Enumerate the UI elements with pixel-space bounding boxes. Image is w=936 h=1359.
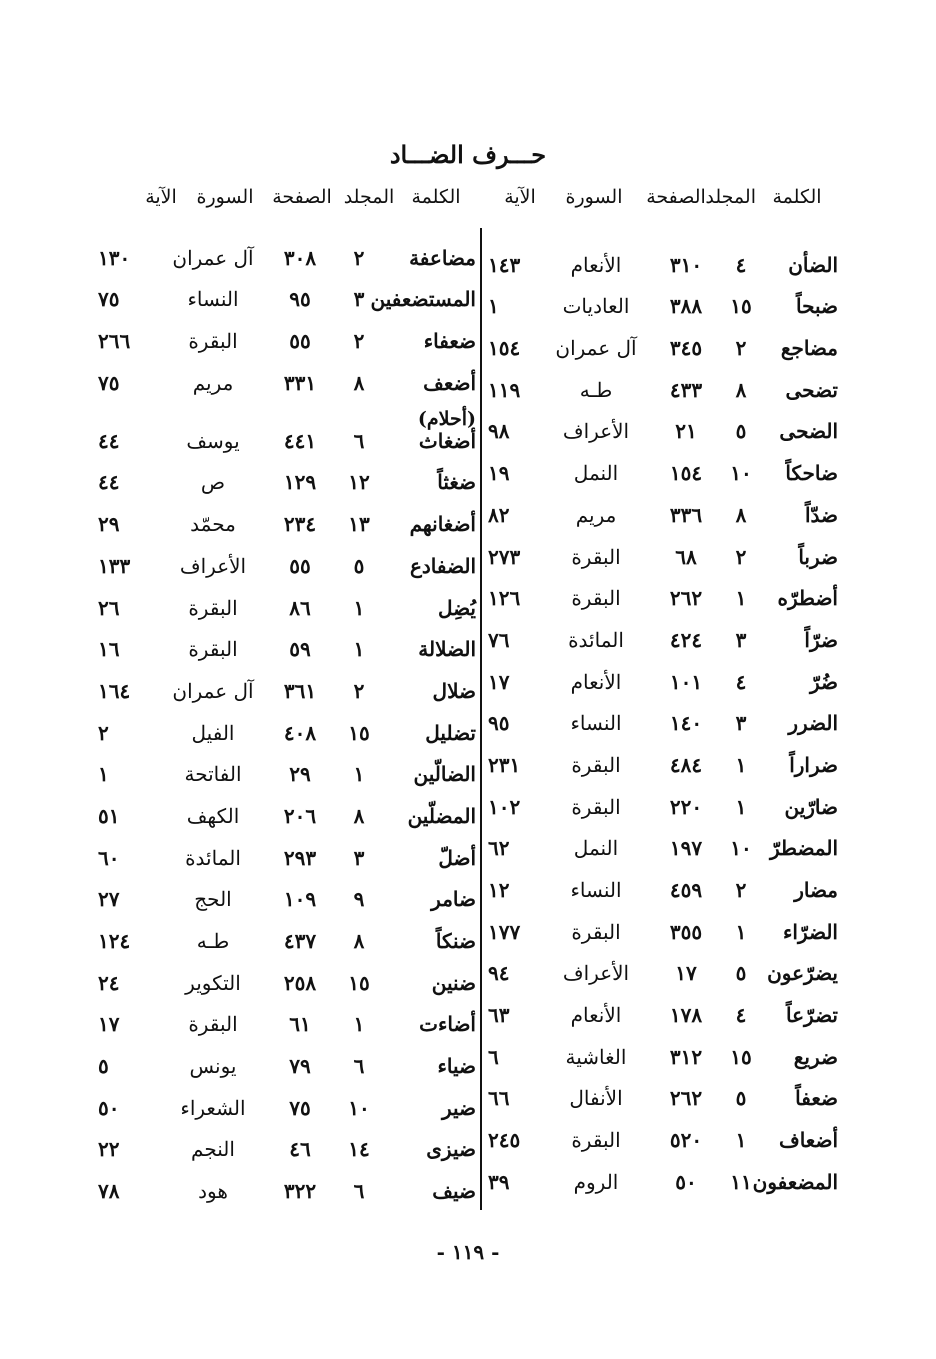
cell-page: ٢٦٢ <box>669 586 703 611</box>
cell-surah: النساء <box>187 287 239 312</box>
cell-vol: ١ <box>353 637 365 662</box>
cell-surah: محمّد <box>190 512 236 537</box>
cell-page: ٢٢٠ <box>669 794 703 819</box>
cell-word: المضطرّ <box>770 836 838 861</box>
cell-page: ١٧٨ <box>669 1003 703 1028</box>
cell-word: ضياء <box>437 1054 476 1079</box>
cell-vol: ٣ <box>735 711 747 736</box>
cell-surah: مريم <box>192 370 234 395</box>
cell-ayah: ٢٤ <box>98 970 120 995</box>
cell-vol: ٨ <box>353 370 365 395</box>
cell-ayah: ١٧ <box>98 1012 120 1037</box>
cell-page: ٧٥ <box>289 1095 311 1120</box>
cell-ayah: ٩٨ <box>488 419 510 444</box>
cell-word: مضاعفة <box>409 245 476 270</box>
cell-ayah: ٩٥ <box>488 711 510 736</box>
header-surah: السورة <box>565 186 623 208</box>
cell-ayah: ١٣٠ <box>98 245 131 270</box>
cell-ayah: ١٧ <box>488 669 510 694</box>
cell-surah: البقرة <box>571 794 621 819</box>
cell-word: أضلّ <box>438 845 476 870</box>
cell-vol: ٤ <box>735 669 747 694</box>
header-page: الصفحة <box>646 186 706 208</box>
cell-ayah: ٥١ <box>98 803 120 828</box>
cell-surah: الفيل <box>191 720 235 745</box>
cell-surah: البقرة <box>188 637 238 662</box>
cell-page: ٥٠ <box>675 1169 697 1194</box>
cell-ayah: ٢٦ <box>98 595 120 620</box>
table-row <box>98 494 476 536</box>
cell-word: الضفادع <box>409 553 476 578</box>
cell-surah: الأنعام <box>570 1003 622 1028</box>
table-row <box>98 1036 476 1078</box>
cell-ayah: ٦٦ <box>488 1086 510 1111</box>
cell-vol: ٥ <box>735 419 747 444</box>
cell-page: ٣٣١ <box>283 370 317 395</box>
cell-surah: البقرة <box>188 329 238 354</box>
cell-ayah: ١٩ <box>488 461 510 486</box>
cell-word: ضريع <box>793 1044 838 1069</box>
cell-word: المضلّين <box>407 803 476 828</box>
cell-surah: الأنفال <box>569 1086 623 1111</box>
cell-vol: ١٤ <box>348 1137 370 1162</box>
table-row <box>488 1110 838 1152</box>
cell-vol: ١٥ <box>348 720 370 745</box>
cell-surah: الشعراء <box>180 1095 246 1120</box>
cell-surah: الفاتحة <box>184 762 242 787</box>
cell-vol: ٥ <box>735 1086 747 1111</box>
cell-vol: ١٠ <box>348 1095 370 1120</box>
cell-ayah: ١٢٦ <box>488 586 521 611</box>
table-row <box>98 661 476 703</box>
cell-page: ٢٩٣ <box>283 845 317 870</box>
table-row <box>98 745 476 787</box>
cell-word: ضعفاء <box>423 329 476 354</box>
table-row <box>98 911 476 953</box>
cell-vol: ١٥ <box>730 1044 752 1069</box>
cell-word: ضعفاً <box>795 1086 838 1111</box>
cell-page: ٣١٠ <box>669 252 703 277</box>
cell-ayah: ١١٩ <box>488 377 521 402</box>
cell-surah: طـه <box>579 377 613 402</box>
cell-vol: ٣ <box>735 627 747 652</box>
table-row <box>98 395 476 453</box>
cell-word: أضاءت <box>419 1012 476 1037</box>
cell-surah: البقرة <box>571 586 621 611</box>
word-note: (أحلام) <box>417 407 476 430</box>
header-word: الكلمة <box>411 186 461 208</box>
cell-page: ١٤٠ <box>669 711 703 736</box>
table-row <box>98 953 476 995</box>
cell-surah: النمل <box>573 836 619 861</box>
cell-page: ٢٥٨ <box>283 970 317 995</box>
cell-page: ٣٣٦ <box>669 502 703 527</box>
cell-ayah: ٢٤٥ <box>488 1128 521 1153</box>
table-row <box>98 620 476 662</box>
cell-ayah: ٢٣١ <box>488 752 521 777</box>
header-volume: المجلد <box>343 186 395 208</box>
cell-vol: ١ <box>353 595 365 620</box>
cell-surah: هود <box>198 1179 228 1204</box>
cell-surah: المائدة <box>185 845 241 870</box>
cell-word: ضاحكاً <box>785 461 838 486</box>
right-column <box>488 235 838 1194</box>
cell-vol: ٦ <box>353 1054 365 1079</box>
cell-vol: ٢ <box>735 336 747 361</box>
cell-vol: ٤ <box>735 1003 747 1028</box>
cell-page: ١٠١ <box>669 669 703 694</box>
cell-vol: ٢ <box>353 245 365 270</box>
cell-page: ٤٥٩ <box>669 878 703 902</box>
cell-vol: ٣ <box>353 287 365 312</box>
cell-word: مضار <box>794 878 838 902</box>
cell-page: ٥٩ <box>289 637 311 662</box>
table-row <box>98 536 476 578</box>
cell-surah: يونس <box>189 1054 237 1079</box>
table-row <box>488 610 838 652</box>
cell-word: ضرباً <box>798 544 838 569</box>
cell-page: ٢٠٦ <box>283 803 317 828</box>
cell-vol: ٢ <box>353 678 365 703</box>
table-row <box>488 569 838 611</box>
cell-surah: الأعراف <box>562 419 630 444</box>
cell-vol: ١٥ <box>348 970 370 995</box>
left-column <box>98 228 476 1203</box>
cell-surah: البقرة <box>571 544 621 569</box>
cell-surah: الغاشية <box>565 1044 627 1069</box>
cell-page: ١٢٩ <box>283 470 317 495</box>
cell-word: ضغثاً <box>437 470 476 495</box>
table-row <box>488 360 838 402</box>
table-row <box>98 995 476 1037</box>
cell-ayah: ٢٧ <box>98 887 120 912</box>
cell-surah: مريم <box>575 502 617 527</box>
table-row <box>488 652 838 694</box>
cell-page: ٢٩ <box>289 762 311 787</box>
cell-surah: المائدة <box>568 627 624 652</box>
table-row <box>488 318 838 360</box>
cell-word: ضير <box>441 1095 476 1120</box>
cell-vol: ٣ <box>353 845 365 870</box>
cell-ayah: ٦٢ <box>488 836 510 861</box>
cell-page: ١٧ <box>675 961 697 986</box>
cell-page: ٢٦٢ <box>669 1086 703 1111</box>
table-row <box>98 786 476 828</box>
cell-ayah: ١٦ <box>98 637 120 662</box>
cell-vol: ٩ <box>353 887 365 912</box>
header-page: الصفحة <box>272 186 332 208</box>
header-ayah: الآية <box>145 186 177 208</box>
cell-word: تضليل <box>425 720 476 745</box>
cell-page: ٤٢٤ <box>669 627 703 652</box>
cell-word: ضرّاً <box>804 627 838 652</box>
cell-word: مضاجع <box>780 336 838 361</box>
cell-word: تضحى <box>785 377 838 402</box>
cell-ayah: ١٣٣ <box>98 553 131 578</box>
cell-vol: ٦ <box>353 1179 365 1204</box>
cell-word: المضعفون <box>752 1169 838 1194</box>
cell-word <box>376 409 476 453</box>
header-volume: المجلد <box>705 186 756 208</box>
table-row <box>488 777 838 819</box>
cell-word: الضلالة <box>418 637 476 662</box>
cell-page: ١٠٩ <box>283 887 317 912</box>
cell-ayah: ٦٠ <box>98 845 120 870</box>
cell-surah: الأنعام <box>570 252 622 277</box>
table-row <box>98 228 476 270</box>
cell-word: المستضعفين <box>370 287 476 312</box>
cell-surah: البقرة <box>571 1128 621 1153</box>
cell-word: أضعف <box>423 370 476 395</box>
table-row <box>98 828 476 870</box>
table-row <box>98 870 476 912</box>
cell-word: الضرر <box>788 711 838 736</box>
table-row <box>98 1078 476 1120</box>
cell-word: يُضِل <box>437 595 476 620</box>
cell-word: الضحى <box>779 419 838 444</box>
cell-surah: الأعراف <box>179 553 247 578</box>
cell-page: ٦٨ <box>675 544 697 569</box>
cell-ayah: ٧٨ <box>98 1179 120 1204</box>
cell-surah: النساء <box>570 878 622 902</box>
cell-page: ٤٦ <box>289 1137 311 1162</box>
table-row <box>488 902 838 944</box>
table-row <box>98 453 476 495</box>
table-row <box>488 485 838 527</box>
cell-page: ٢٣٤ <box>283 512 317 537</box>
table-row <box>488 527 838 569</box>
cell-ayah: ١٦٤ <box>98 678 131 703</box>
cell-vol: ١٥ <box>730 294 752 319</box>
cell-page: ٣٦١ <box>283 678 317 703</box>
left-column-header <box>120 186 476 218</box>
table-row <box>488 1027 838 1069</box>
cell-surah: الأنعام <box>570 669 622 694</box>
cell-word: أضغانهم <box>409 512 476 537</box>
cell-word: ضيف <box>432 1179 476 1204</box>
cell-surah: النمل <box>573 461 619 486</box>
cell-ayah: ١ <box>98 762 109 787</box>
cell-vol: ١ <box>353 1012 365 1037</box>
cell-vol: ٨ <box>735 377 747 402</box>
cell-vol: ٢ <box>735 544 747 569</box>
column-divider <box>480 228 482 1210</box>
cell-page: ٤٣٣ <box>669 377 703 402</box>
cell-word: ضلال <box>432 678 476 703</box>
cell-ayah: ١٤٣ <box>488 252 521 277</box>
table-row <box>98 311 476 353</box>
cell-page: ٥٢٠ <box>669 1128 703 1153</box>
table-row <box>488 944 838 986</box>
table-row <box>98 1161 476 1203</box>
cell-ayah: ٥ <box>98 1054 109 1079</box>
cell-surah: آل عمران <box>172 245 254 270</box>
cell-page: ٣٨٨ <box>669 294 703 319</box>
cell-word: ضامر <box>431 887 476 912</box>
cell-ayah: ٨٢ <box>488 502 510 527</box>
cell-vol: ١ <box>735 586 747 611</box>
cell-word: ضُرّ <box>809 669 838 694</box>
cell-vol: ٢ <box>353 329 365 354</box>
table-row <box>488 1069 838 1111</box>
cell-vol: ١ <box>353 762 365 787</box>
word-text: أضغاث <box>418 428 476 453</box>
cell-word: الضأن <box>788 252 838 277</box>
cell-ayah: ١٢ <box>488 878 510 902</box>
table-row <box>488 735 838 777</box>
cell-page: ٣٥٥ <box>669 919 703 944</box>
cell-page: ٨٦ <box>289 595 311 620</box>
cell-word: تضرّعاً <box>786 1003 838 1028</box>
cell-vol: ١٣ <box>348 512 370 537</box>
cell-ayah: ٢ <box>98 720 109 745</box>
cell-page: ٩٥ <box>289 287 311 312</box>
cell-word: ضبحاً <box>795 294 838 319</box>
cell-ayah: ١٥٤ <box>488 336 521 361</box>
cell-ayah: ٦ <box>488 1044 499 1069</box>
cell-vol: ١٢ <box>348 470 370 495</box>
cell-page: ٤٣٧ <box>283 929 317 953</box>
cell-vol: ٥ <box>735 961 747 986</box>
cell-surah: الروم <box>573 1169 619 1194</box>
cell-page: ٤٨٤ <box>669 752 703 777</box>
cell-page: ٣٠٨ <box>283 245 317 270</box>
table-row <box>488 277 838 319</box>
cell-vol: ١٠ <box>730 461 752 486</box>
cell-word: ضنين <box>431 970 476 995</box>
cell-surah: النساء <box>570 711 622 736</box>
cell-page: ٥٥ <box>289 553 311 578</box>
cell-vol: ٥ <box>353 553 365 578</box>
cell-vol: ١ <box>735 919 747 944</box>
cell-ayah: ٤٤ <box>98 470 120 495</box>
cell-surah: ص <box>200 470 226 495</box>
cell-word: أضطرّه <box>777 586 838 611</box>
cell-word: ضراراً <box>789 752 838 777</box>
page-title: حـــرف الضـــاد <box>389 140 547 169</box>
cell-page: ٣١٢ <box>669 1044 703 1069</box>
cell-vol: ١٠ <box>730 836 752 861</box>
cell-page: ١٩٧ <box>669 836 703 861</box>
cell-ayah: ١٧٧ <box>488 919 521 944</box>
cell-page: ٥٥ <box>289 329 311 354</box>
cell-page: ٣٢٢ <box>283 1179 317 1204</box>
cell-surah: طـه <box>196 929 230 953</box>
cell-word: أضعاف <box>778 1128 838 1153</box>
cell-vol: ٨ <box>735 502 747 527</box>
table-row <box>98 270 476 312</box>
cell-ayah: ٣٩ <box>488 1169 510 1194</box>
header-surah: السورة <box>196 186 254 208</box>
page-number: - ١١٩ - <box>436 1240 500 1264</box>
cell-page: ١٥٤ <box>669 461 703 486</box>
table-row <box>488 860 838 902</box>
cell-surah: الكهف <box>186 803 240 828</box>
cell-page: ٣٤٥ <box>669 336 703 361</box>
cell-surah: التكوير <box>185 970 241 995</box>
cell-ayah: ٢٧٣ <box>488 544 521 569</box>
cell-page: ٦١ <box>289 1012 311 1037</box>
cell-surah: البقرة <box>188 595 238 620</box>
cell-surah: يوسف <box>186 428 240 453</box>
header-word: الكلمة <box>772 186 822 208</box>
cell-surah: البقرة <box>571 752 621 777</box>
cell-page: ٧٩ <box>289 1054 311 1079</box>
right-column-header <box>488 186 838 218</box>
cell-surah: النجم <box>191 1137 235 1162</box>
cell-page: ٤٠٨ <box>283 720 317 745</box>
table-row <box>488 985 838 1027</box>
table-row <box>488 402 838 444</box>
cell-word: الضالّين <box>413 762 476 787</box>
table-row <box>98 353 476 395</box>
cell-ayah: ٤٤ <box>98 428 120 453</box>
cell-surah: البقرة <box>188 1012 238 1037</box>
cell-page: ٢١ <box>675 419 697 444</box>
cell-surah: الحج <box>194 887 232 912</box>
cell-surah: الأعراف <box>562 961 630 986</box>
cell-ayah: ١ <box>488 294 499 319</box>
cell-word: ضارّين <box>784 794 838 819</box>
cell-word: الضرّاء <box>783 919 838 944</box>
cell-word: يضرّعون <box>767 961 838 986</box>
cell-vol: ٨ <box>353 929 365 953</box>
cell-ayah: ١٠٢ <box>488 794 521 819</box>
table-row <box>98 703 476 745</box>
cell-ayah: ٦٣ <box>488 1003 510 1028</box>
cell-word: ضيزى <box>426 1137 476 1162</box>
cell-ayah: ١٢٤ <box>98 929 131 953</box>
cell-ayah: ٩٤ <box>488 961 510 986</box>
cell-surah: آل عمران <box>172 678 254 703</box>
cell-ayah: ٢٦٦ <box>98 329 131 354</box>
cell-surah: البقرة <box>571 919 621 944</box>
table-row <box>488 443 838 485</box>
table-row <box>488 1152 838 1194</box>
cell-ayah: ٧٦ <box>488 627 510 652</box>
cell-ayah: ٧٥ <box>98 287 120 312</box>
cell-vol: ٤ <box>735 252 747 277</box>
table-row <box>98 578 476 620</box>
cell-ayah: ٧٥ <box>98 370 120 395</box>
cell-vol: ١ <box>735 752 747 777</box>
cell-vol: ٨ <box>353 803 365 828</box>
cell-surah: آل عمران <box>555 336 637 361</box>
table-row <box>488 694 838 736</box>
header-ayah: الآية <box>504 186 536 208</box>
cell-ayah: ٢٩ <box>98 512 120 537</box>
table-row <box>488 235 838 277</box>
cell-vol: ٦ <box>353 428 365 453</box>
cell-ayah: ٢٢ <box>98 1137 120 1162</box>
table-row <box>488 819 838 861</box>
cell-vol: ١ <box>735 1128 747 1153</box>
cell-surah: العاديات <box>562 294 630 319</box>
cell-word: ضنكاً <box>435 929 476 953</box>
cell-word: ضدّاً <box>804 502 838 527</box>
cell-vol: ٢ <box>735 878 747 902</box>
table-row <box>98 1120 476 1162</box>
cell-vol: ١ <box>735 794 747 819</box>
cell-page: ٤٤١ <box>283 428 317 453</box>
cell-vol: ١١ <box>730 1169 752 1194</box>
cell-ayah: ٥٠ <box>98 1095 120 1120</box>
